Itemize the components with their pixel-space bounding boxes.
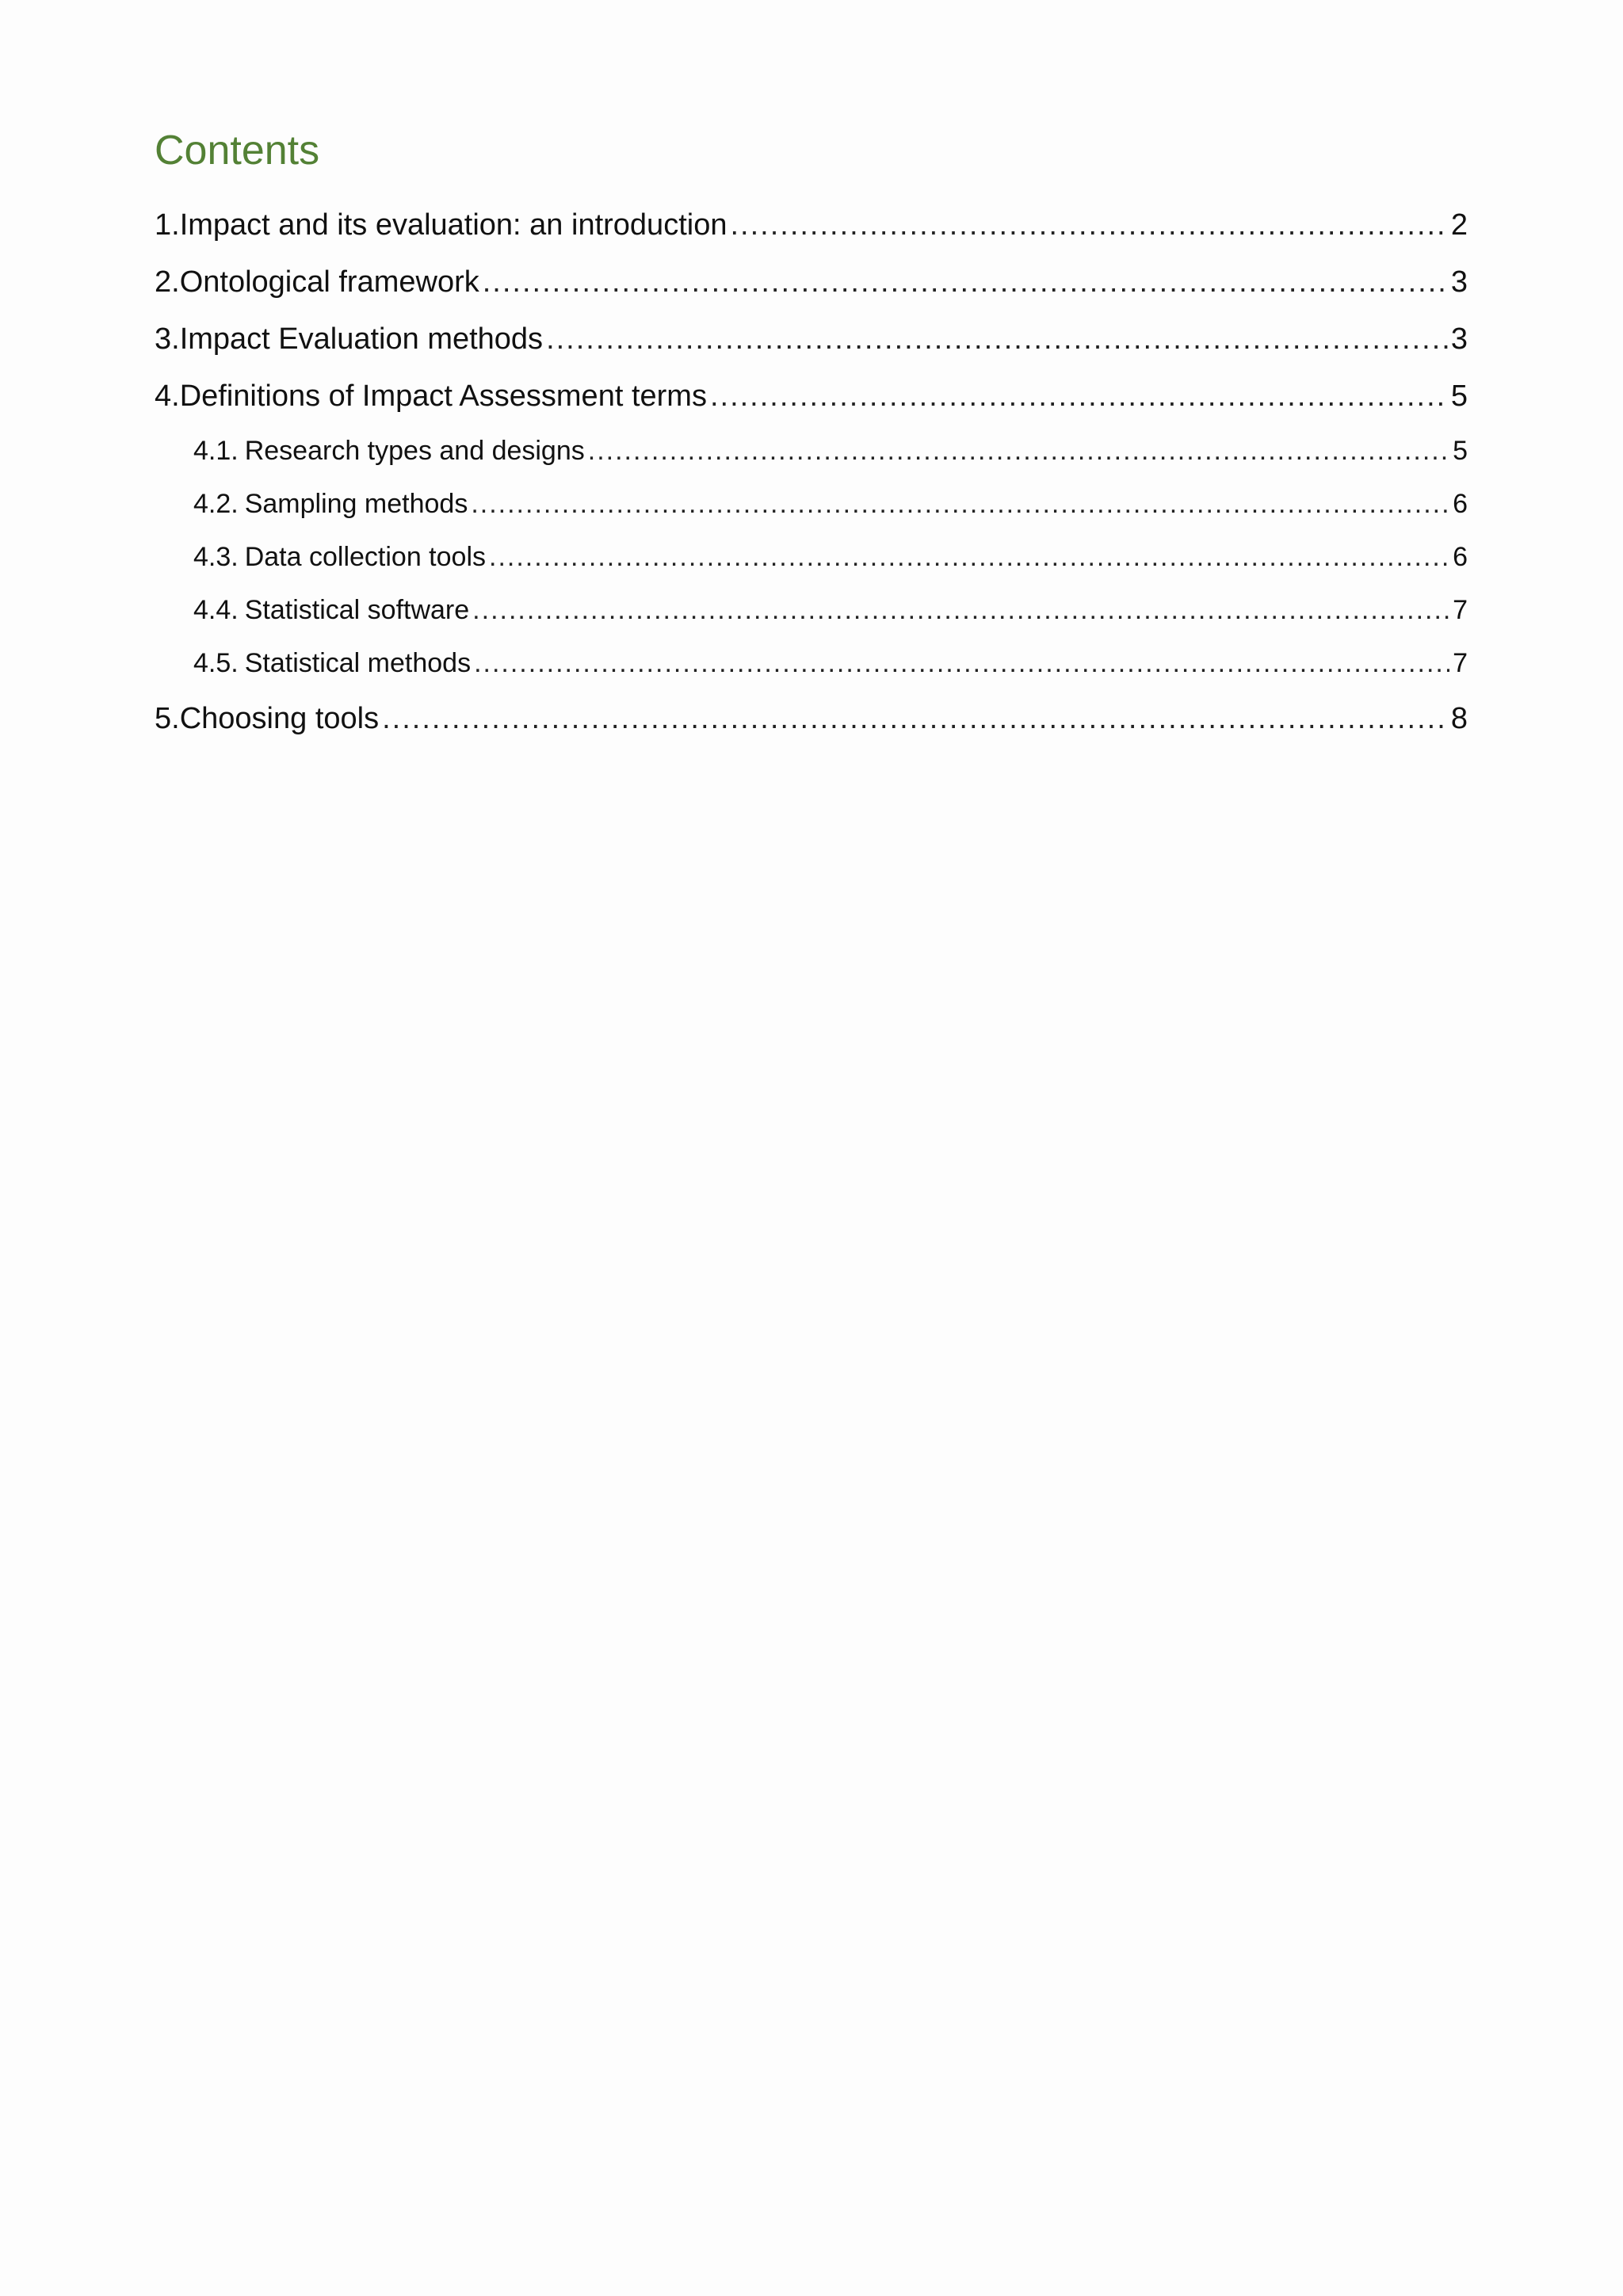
toc-entry-title: Impact and its evaluation: an introduction: [179, 208, 727, 242]
toc-entry-title: Impact Evaluation methods: [179, 322, 544, 356]
toc-page-number: 7: [1453, 648, 1468, 678]
toc-page-number: 3: [1450, 322, 1468, 356]
toc-entry-data-collection-tools[interactable]: [155, 531, 1468, 584]
toc-entry-number: 4.1.: [193, 436, 239, 466]
toc-entry-title: Data collection tools: [244, 542, 486, 572]
toc-dot-leader: [471, 478, 1449, 531]
toc-entry-number: 4.: [155, 379, 180, 413]
toc-dot-leader: [472, 584, 1449, 637]
toc-entry-title: Ontological framework: [179, 265, 479, 299]
toc-dot-leader: [474, 637, 1449, 690]
toc-entry-number: 3.: [155, 322, 180, 356]
toc-entry-research-types[interactable]: [155, 425, 1468, 478]
toc-entry-ontological-framework[interactable]: [155, 254, 1468, 311]
toc-dot-leader: [489, 531, 1449, 584]
toc-entry-number: 4.5.: [193, 648, 239, 678]
toc-dot-leader: [730, 196, 1447, 254]
toc-entry-statistical-software[interactable]: [155, 584, 1468, 637]
toc-dot-leader: [588, 425, 1449, 478]
toc-dot-leader: [710, 368, 1448, 425]
toc-entry-number: 1.: [155, 208, 180, 242]
toc-entry-sampling-methods[interactable]: [155, 478, 1468, 531]
toc-entry-title: Sampling methods: [244, 489, 468, 519]
toc-page-number: 5: [1450, 379, 1468, 413]
toc-entry-number: 5.: [155, 702, 180, 735]
toc-entry-title: Definitions of Impact Assessment terms: [179, 379, 707, 413]
toc-entry-number: 4.2.: [193, 489, 239, 519]
toc-page-number: 5: [1453, 436, 1468, 466]
toc-page-number: 6: [1453, 489, 1468, 519]
toc-dot-leader: [546, 311, 1448, 368]
toc-page-number: 8: [1450, 702, 1468, 735]
toc-dot-leader: [483, 254, 1448, 311]
toc-page-number: 7: [1453, 595, 1468, 625]
toc-entry-number: 2.: [155, 265, 180, 299]
toc-dot-leader: [382, 690, 1448, 747]
toc-entry-statistical-methods[interactable]: [155, 637, 1468, 690]
toc-page-number: 3: [1450, 265, 1468, 299]
table-of-contents: [155, 196, 1468, 747]
toc-entry-definitions[interactable]: [155, 368, 1468, 425]
toc-entry-title: Choosing tools: [179, 702, 380, 735]
toc-heading: Contents: [155, 128, 320, 174]
toc-entry-impact-evaluation-methods[interactable]: [155, 311, 1468, 368]
toc-page-number: 6: [1453, 542, 1468, 572]
toc-entry-impact-introduction[interactable]: [155, 196, 1468, 254]
toc-page-number: 2: [1450, 208, 1468, 242]
toc-entry-title: Research types and designs: [244, 436, 585, 466]
toc-entry-number: 4.4.: [193, 595, 239, 625]
toc-entry-title: Statistical software: [244, 595, 470, 625]
toc-entry-number: 4.3.: [193, 542, 239, 572]
toc-entry-title: Statistical methods: [244, 648, 472, 678]
toc-entry-choosing-tools[interactable]: [155, 690, 1468, 747]
